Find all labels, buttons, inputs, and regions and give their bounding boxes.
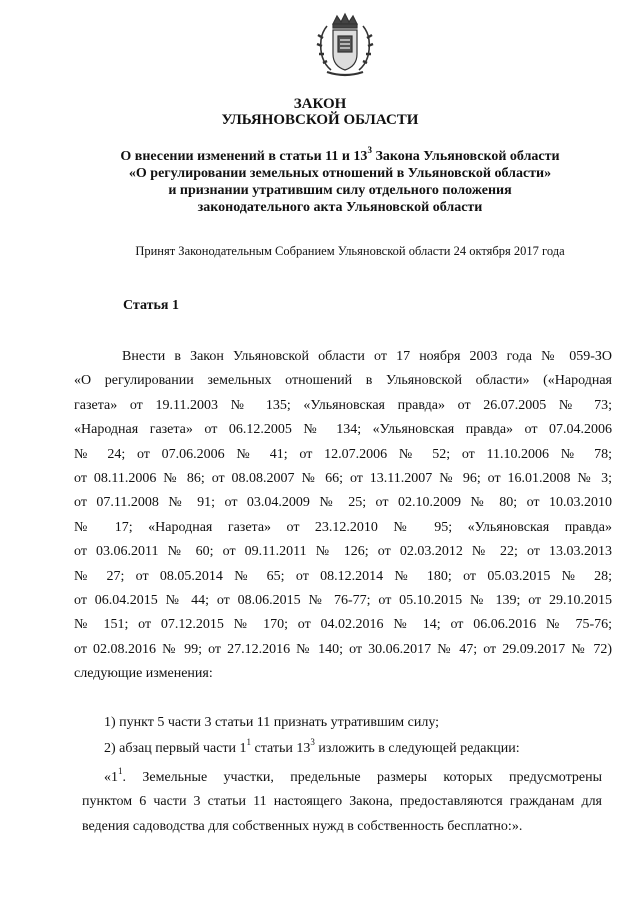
- body-line: № 27; от 08.05.2014 № 65; от 08.12.2014 № 180; от 05.03.2015 № 28;: [74, 568, 612, 584]
- list-item-1: 1) пункт 5 части 3 статьи 11 признать утратившим силу;: [104, 715, 440, 730]
- document-type-heading: ЗАКОН: [293, 96, 347, 112]
- body-line: Внести в Закон Ульяновской области от 17 ноября 2003 года № 059-ЗО: [122, 349, 612, 364]
- body-line-last: следующие изменения:: [74, 666, 213, 682]
- body-line: № 24; от 07.06.2006 № 41; от 12.07.2006 № 52; от 11.10.2006 № 78;: [74, 446, 612, 462]
- body-line: от 07.11.2008 № 91; от 03.04.2009 № 25; от 02.10.2009 № 80; от 10.03.2010: [74, 495, 612, 511]
- body-line: от 03.06.2011 № 60; от 09.11.2011 № 126; от 02.03.2012 № 22; от 13.03.2013: [74, 544, 612, 560]
- adoption-note: Принят Законодательным Собранием Ульяновской области 24 октября 2017 года: [135, 244, 565, 258]
- law-title-line-3: и признании утратившим силу отдельного положения: [168, 183, 512, 198]
- article-heading: Статья 1: [123, 298, 179, 313]
- body-line: № 17; «Народная газета» от 23.12.2010 № 95; «Ульяновская правда»: [74, 519, 612, 535]
- body-line: газета» от 19.11.2003 № 135; «Ульяновская правда» от 26.07.2005 № 73;: [74, 397, 612, 413]
- article-body: [74, 345, 612, 686]
- law-title-line-4: законодательного акта Ульяновской области: [197, 200, 483, 215]
- body-line: от 06.04.2015 № 44; от 08.06.2015 № 76-77; от 05.10.2015 № 139; от 29.10.2015: [74, 592, 612, 608]
- quote-line-3: ведения садоводства для собственных нужд в собственность бесплатно:».: [82, 818, 523, 834]
- body-line: «О регулировании земельных отношений в Ульяновской области» («Народная: [74, 373, 612, 389]
- list-item-2: 2) абзац первый части $1^1$ статьи $13^3$ изложить в следующей редакции:: [104, 737, 520, 756]
- law-title-line-2: «О регулировании земельных отношений в Ульяновской области»: [128, 166, 552, 181]
- body-line: «Народная газета» от 06.12.2005 № 134; «Ульяновская правда» от 07.04.2006: [74, 422, 612, 438]
- body-line: от 08.11.2006 № 86; от 08.08.2007 № 66; от 13.11.2007 № 96; от 16.01.2008 № 3;: [74, 470, 612, 486]
- quote-line-1: «$1^1$. Земельные участки, предельные размеры которых предусмотрены: [104, 766, 602, 785]
- region-heading: УЛЬЯНОВСКОЙ ОБЛАСТИ: [221, 112, 419, 128]
- law-title-line-1: О внесении изменений в статьи 11 и $13^3$ Закона Ульяновской области: [120, 145, 560, 164]
- quote-line-2: пунктом 6 части 3 статьи 11 настоящего Закона, предоставляются гражданам для: [82, 794, 602, 810]
- quoted-amendment: [82, 765, 602, 838]
- law-title: [60, 145, 620, 216]
- coat-of-arms-icon: [311, 10, 379, 80]
- body-line: от 02.08.2016 № 99; от 27.12.2016 № 140; от 30.06.2017 № 47; от 29.09.2017 № 72): [74, 641, 612, 657]
- body-line: № 151; от 07.12.2015 № 170; от 04.02.2016 № 14; от 06.06.2016 № 75-76;: [74, 617, 612, 633]
